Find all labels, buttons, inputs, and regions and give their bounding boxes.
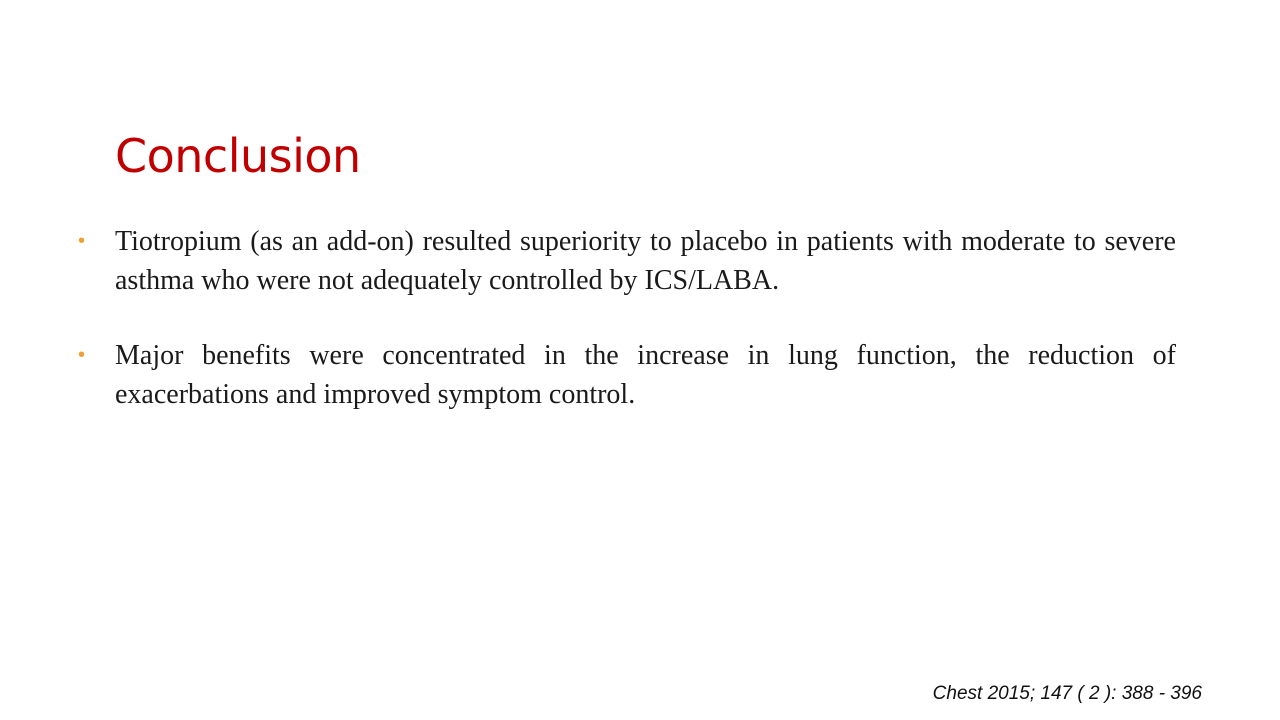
citation: Chest 2015; 147 ( 2 ): 388 - 396 [932, 683, 1202, 704]
bullet-marker: • [78, 344, 86, 366]
bullet-marker: • [78, 230, 86, 252]
bullet-item-tiotropium [78, 222, 1176, 300]
bullet-text: Tiotropium (as an add-on) resulted superiority to placebo in patients with moderate to severe asthma who were not adequately controlled by ICS/LABA. [115, 226, 1176, 296]
bullet-item-benefits [78, 336, 1176, 414]
bullet-list [78, 222, 1176, 450]
slide-title: Conclusion [115, 129, 361, 183]
bullet-text: Major benefits were concentrated in the increase in lung function, the reduction of exacerbations and improved symptom control. [115, 340, 1176, 410]
